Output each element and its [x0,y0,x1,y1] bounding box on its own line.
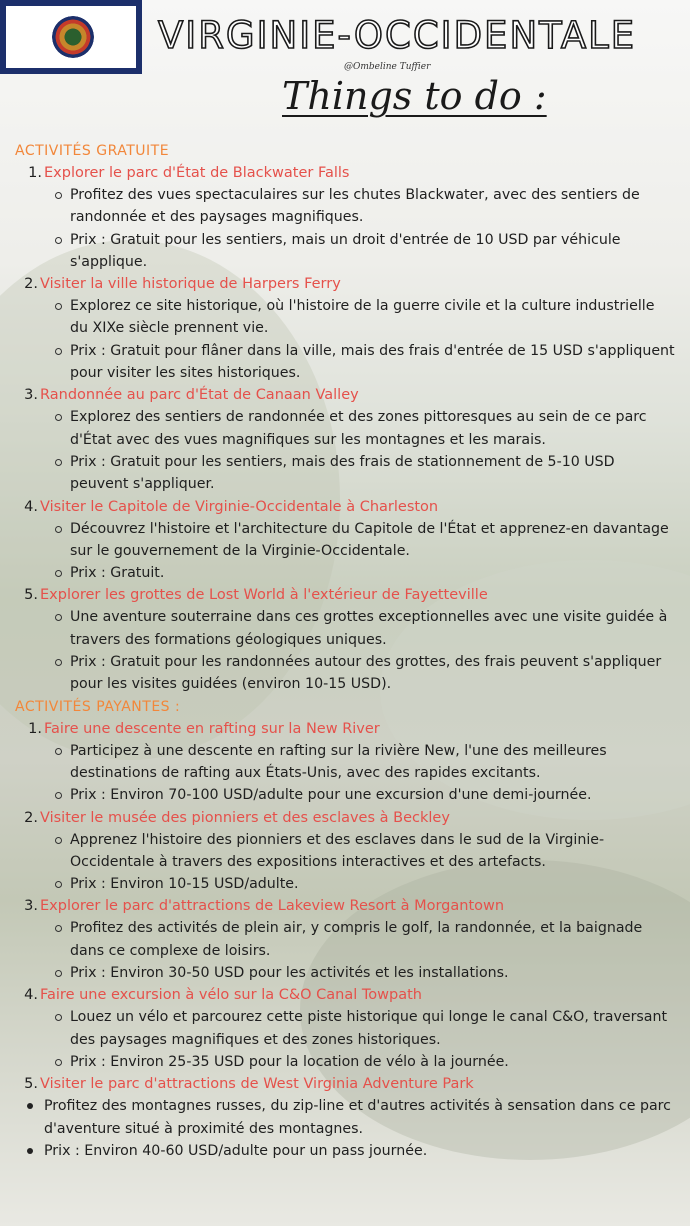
item-number: 2. [24,809,38,826]
item-number: 3. [24,387,38,404]
item-title: Explorer le parc d'État de Blackwater Falls [44,165,350,181]
activities-content [0,140,690,1162]
author-handle: @Ombeline Tuffier [344,62,431,72]
item-title: Faire une descente en rafting sur la New River [44,720,380,737]
state-seal-icon [52,16,94,58]
item-price: Prix : Environ 70-100 USD/adulte pour une excursion d'une demi-journée. [70,784,676,806]
item-description: Participez à une descente en rafting sur la rivière New, l'une des meilleures destinations de rafting aux États-Unis, avec des rapides excitants. [70,740,676,785]
item-title: Visiter le parc d'attractions de West Virginia Adventure Park [40,1076,474,1093]
free-item-4 [0,496,690,585]
free-item-5 [0,584,690,695]
item-description: Profitez des activités de plein air, y compris le golf, la randonnée, et la baignade dans ce complexe de loisirs. [70,917,676,962]
item-price: Prix : Environ 10-15 USD/adulte. [70,873,676,895]
free-item-1 [0,162,690,273]
paid-item-3 [0,895,690,984]
item-number: 2. [24,276,38,293]
item-description: Explorez ce site historique, où l'histoire de la guerre civile et la culture industrielle du XIXe siècle prennent vie. [70,295,676,340]
item-description: Profitez des montagnes russes, du zip-line et d'autres activités à sensation dans ce parc d'aventure situé à proximité des montagnes. [44,1095,676,1140]
item-price: Prix : Environ 40-60 USD/adulte pour un pass journée. [44,1140,676,1162]
item-description: Apprenez l'histoire des pionniers et des esclaves dans le sud de la Virginie-Occidentale à travers des expositions interactives et des artefacts. [70,829,676,874]
paid-item-5 [0,1073,690,1162]
free-activities-heading: ACTIVITÉS GRATUITE [15,143,170,159]
paid-item-4 [0,984,690,1073]
item-title: Visiter la ville historique de Harpers Ferry [40,276,341,293]
item-title: Randonnée au parc d'État de Canaan Valley [40,387,359,404]
item-description: Une aventure souterraine dans ces grottes exceptionnelles avec une visite guidée à travers des formations géologiques uniques. [70,606,676,651]
paid-item-2 [0,807,690,896]
paid-activities-heading: ACTIVITÉS PAYANTES : [15,698,181,715]
item-price: Prix : Gratuit. [70,562,676,584]
item-title: Explorer le parc d'attractions de Lakeview Resort à Morgantown [40,898,505,915]
page-subtitle: Things to do : [282,74,547,118]
item-number: 5. [24,1076,38,1093]
item-number: 4. [24,498,38,515]
item-price: Prix : Gratuit pour flâner dans la ville, mais des frais d'entrée de 15 USD s'appliquent pour visiter les sites historiques. [70,340,676,385]
free-item-2 [0,273,690,384]
west-virginia-flag [0,0,142,74]
item-number: 1. [28,720,42,737]
item-number: 4. [24,987,38,1004]
page-title: VIRGINIE-OCCIDENTALE [158,14,637,57]
item-price: Prix : Gratuit pour les sentiers, mais un droit d'entrée de 10 USD par véhicule s'applique. [70,229,676,274]
paid-item-1 [0,718,690,807]
item-description: Profitez des vues spectaculaires sur les chutes Blackwater, avec des sentiers de randonnée et des paysages magnifiques. [70,184,676,229]
free-item-3 [0,384,690,495]
item-price: Prix : Environ 30-50 USD pour les activités et les installations. [70,962,676,984]
item-title: Visiter le Capitole de Virginie-Occidentale à Charleston [40,498,439,515]
item-number: 3. [24,898,38,915]
item-price: Prix : Environ 25-35 USD pour la location de vélo à la journée. [70,1051,676,1073]
item-number: 5. [24,587,38,604]
item-description: Explorez des sentiers de randonnée et des zones pittoresques au sein de ce parc d'État avec des vues magnifiques sur les montagnes et les marais. [70,406,676,451]
item-number: 1. [28,165,42,181]
item-title: Visiter le musée des pionniers et des esclaves à Beckley [40,809,450,826]
item-title: Faire une excursion à vélo sur la C&O Canal Towpath [40,987,422,1004]
item-description: Louez un vélo et parcourez cette piste historique qui longe le canal C&O, traversant des paysages magnifiques et des zones historiques. [70,1006,676,1051]
item-description: Découvrez l'histoire et l'architecture du Capitole de l'État et apprenez-en davantage sur le gouvernement de la Virginie-Occidentale. [70,518,676,563]
item-price: Prix : Gratuit pour les randonnées autour des grottes, des frais peuvent s'appliquer pour les visites guidées (environ 10-15 USD). [70,651,676,696]
item-title: Explorer les grottes de Lost World à l'extérieur de Fayetteville [40,587,488,604]
item-price: Prix : Gratuit pour les sentiers, mais des frais de stationnement de 5-10 USD peuvent s'appliquer. [70,451,676,496]
